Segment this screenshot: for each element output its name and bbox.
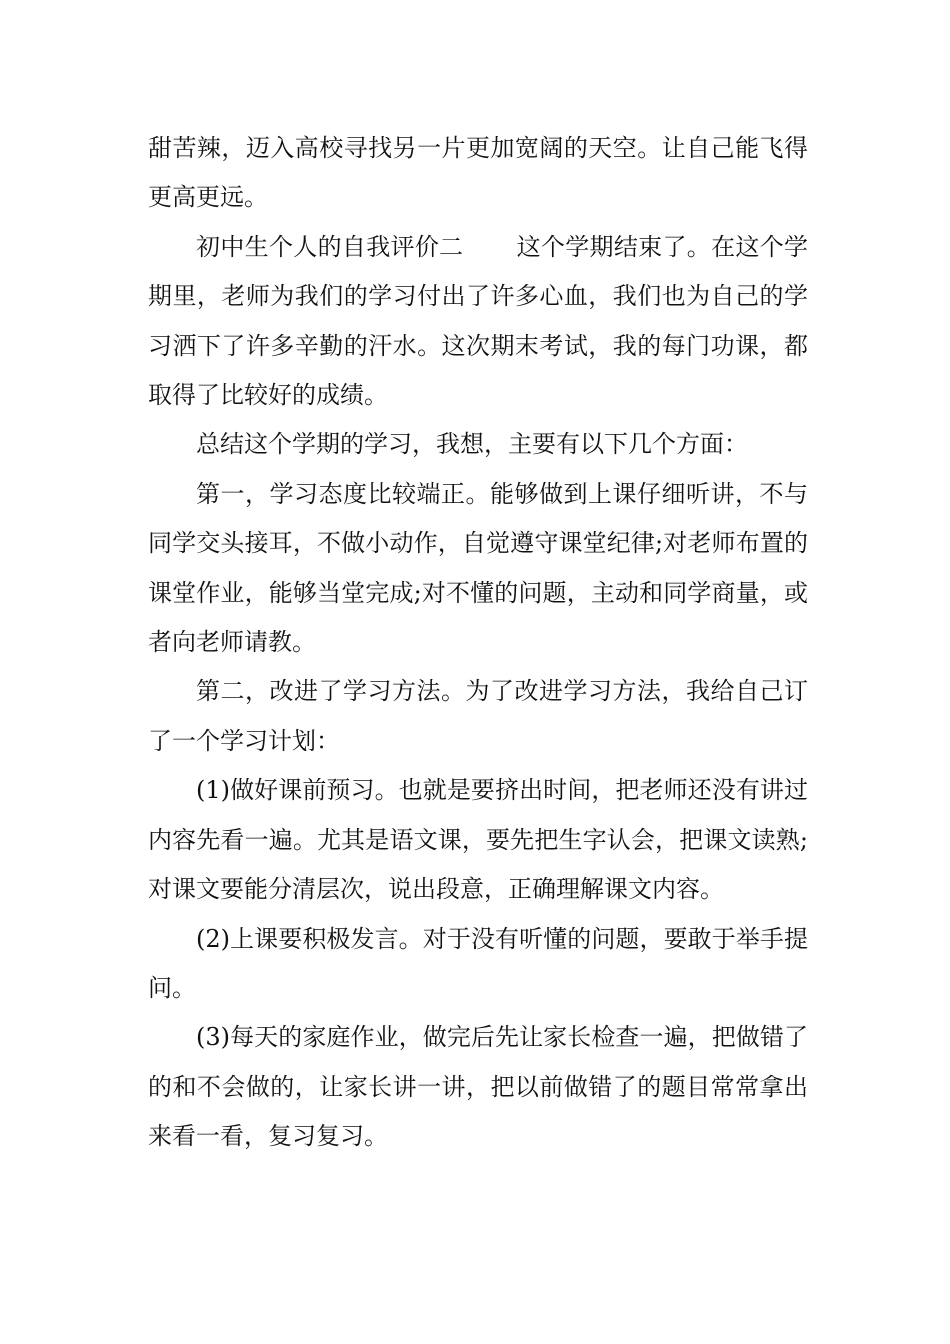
paragraph-point-two: 第二，改进了学习方法。为了改进学习方法，我给自己订了一个学习计划： <box>148 677 808 755</box>
paragraph-continuation: 甜苦辣，迈入高校寻找另一片更加宽阔的天空。让自己能飞得更高更远。 <box>148 134 808 212</box>
paragraph-plan-3: (3)每天的家庭作业，做完后先让家长检查一遍，把做错了的和不会做的，让家长讲一讲，把以前做错了的题目常常拿出来看一看，复习复习。 <box>148 1023 808 1151</box>
section-heading: 初中生个人的自我评价二 <box>196 232 464 261</box>
paragraph-plan-1: (1)做好课前预习。也就是要挤出时间，把老师还没有讲过内容先看一遍。尤其是语文课，要先把生字认会，把课文读熟;对课文要能分清层次，说出段意，正确理解课文内容。 <box>148 776 808 904</box>
paragraph-summary: 总结这个学期的学习，我想，主要有以下几个方面： <box>196 430 748 459</box>
document-body <box>148 124 808 1162</box>
section-intro-text: 这个学期结束了。在这个学期里，老师为我们的学习付出了许多心血，我们也为自己的学习洒下了许多辛勤的汗水。这次期末考试，我的每门功课，都取得了比较好的成绩。 <box>148 232 809 410</box>
paragraph-section-intro <box>148 223 808 421</box>
paragraph-point-one: 第一，学习态度比较端正。能够做到上课仔细听讲，不与同学交头接耳，不做小动作，自觉遵守课堂纪律;对老师布置的课堂作业，能够当堂完成;对不懂的问题，主动和同学商量，或者向老师请教。 <box>148 479 808 657</box>
paragraph-plan-2: (2)上课要积极发言。对于没有听懂的问题，要敢于举手提问。 <box>148 924 808 1002</box>
